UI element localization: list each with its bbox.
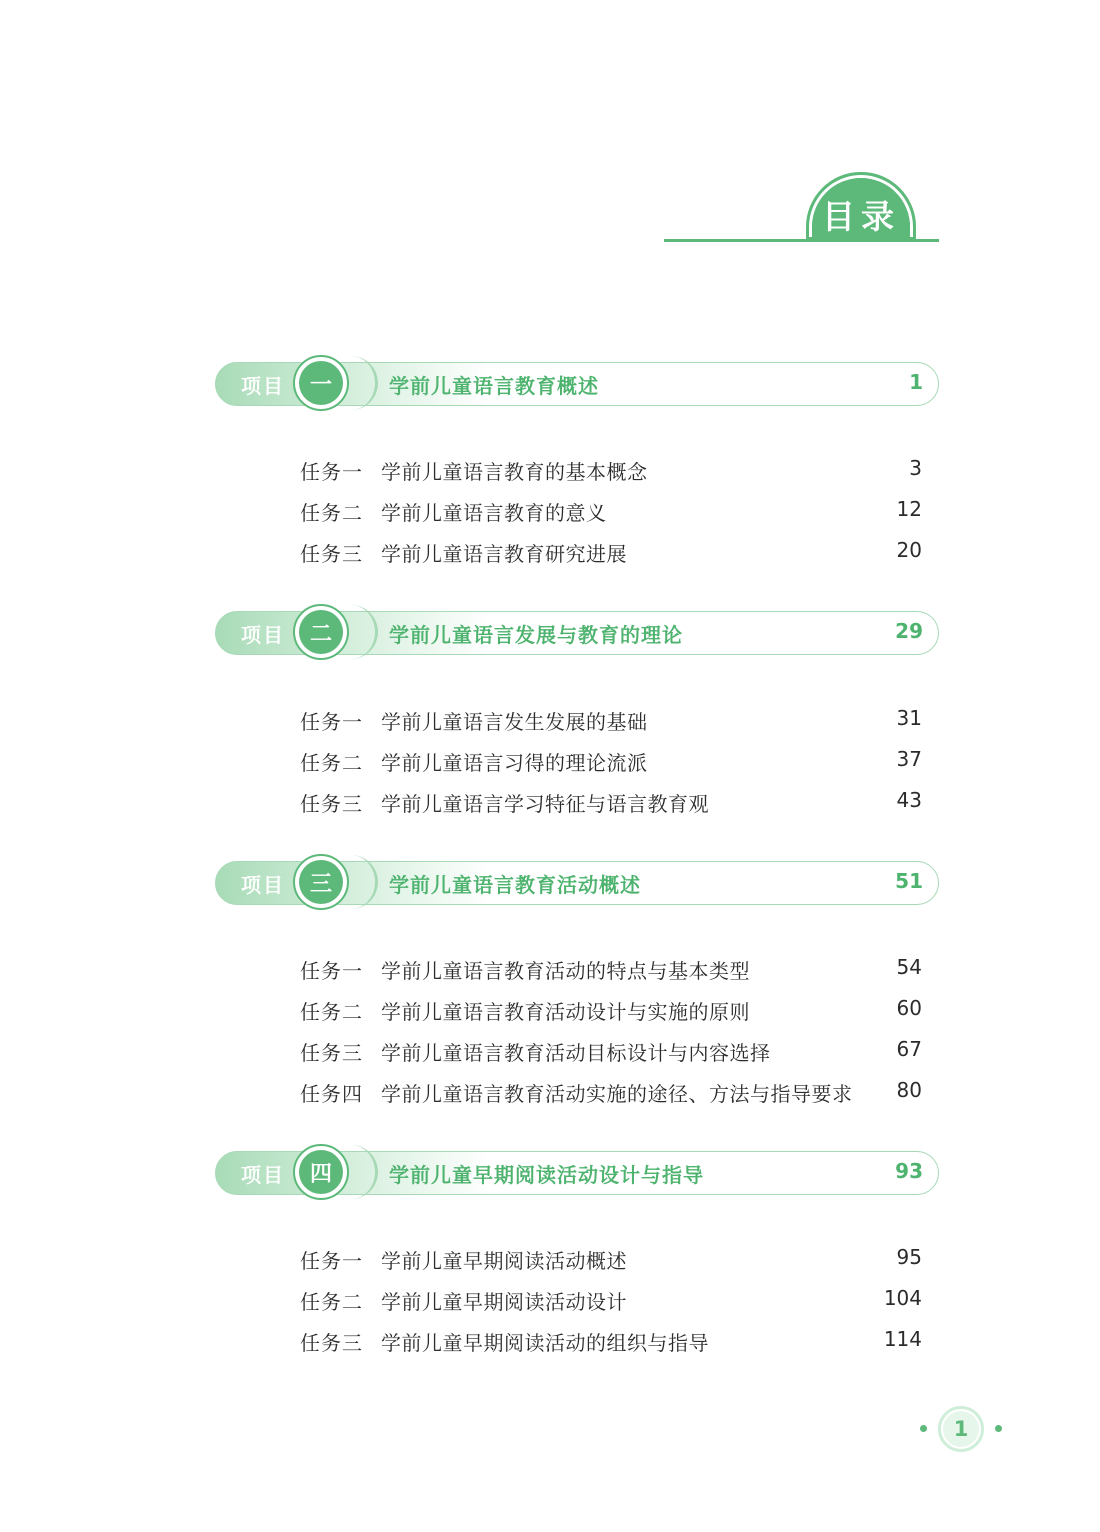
task-row[interactable] bbox=[300, 1286, 922, 1316]
task-label: 任务四 bbox=[300, 1082, 363, 1106]
task-page: 12 bbox=[896, 497, 922, 521]
project-header[interactable] bbox=[215, 1151, 939, 1197]
task-title: 学前儿童语言教育的基本概念 bbox=[381, 460, 648, 484]
task-title: 学前儿童语言教育活动设计与实施的原则 bbox=[381, 1000, 750, 1024]
task-row[interactable] bbox=[300, 497, 922, 527]
task-row[interactable] bbox=[300, 996, 922, 1026]
task-label: 任务一 bbox=[300, 959, 363, 983]
task-label: 任务三 bbox=[300, 542, 363, 566]
task-page: 60 bbox=[896, 996, 922, 1020]
task-row[interactable] bbox=[300, 456, 922, 486]
task-page: 31 bbox=[896, 706, 922, 730]
folio-dot-right bbox=[995, 1425, 1002, 1432]
task-title: 学前儿童早期阅读活动的组织与指导 bbox=[381, 1331, 709, 1355]
task-page: 114 bbox=[883, 1327, 922, 1351]
project-title: 学前儿童语言教育活动概述 bbox=[389, 873, 641, 897]
project-title: 学前儿童语言教育概述 bbox=[389, 374, 599, 398]
project-number: 四 bbox=[299, 1150, 343, 1194]
task-title: 学前儿童早期阅读活动设计 bbox=[381, 1290, 627, 1314]
task-row[interactable] bbox=[300, 538, 922, 568]
project-page: 1 bbox=[909, 370, 923, 394]
project-title: 学前儿童语言发展与教育的理论 bbox=[389, 623, 683, 647]
task-row[interactable] bbox=[300, 706, 922, 736]
task-label: 任务一 bbox=[300, 460, 363, 484]
task-title: 学前儿童语言教育活动的特点与基本类型 bbox=[381, 959, 750, 983]
task-title: 学前儿童语言发生发展的基础 bbox=[381, 710, 648, 734]
task-row[interactable] bbox=[300, 747, 922, 777]
task-page: 67 bbox=[896, 1037, 922, 1061]
task-label: 任务二 bbox=[300, 1000, 363, 1024]
task-page: 54 bbox=[896, 955, 922, 979]
task-title: 学前儿童语言习得的理论流派 bbox=[381, 751, 648, 775]
project-label: 项目 bbox=[241, 623, 285, 647]
task-title: 学前儿童早期阅读活动概述 bbox=[381, 1249, 627, 1273]
task-label: 任务三 bbox=[300, 1331, 363, 1355]
page-number: 1 bbox=[943, 1411, 979, 1447]
project-title: 学前儿童早期阅读活动设计与指导 bbox=[389, 1163, 704, 1187]
task-row[interactable] bbox=[300, 1037, 922, 1067]
task-row[interactable] bbox=[300, 955, 922, 985]
task-label: 任务三 bbox=[300, 1041, 363, 1065]
task-row[interactable] bbox=[300, 1078, 922, 1108]
task-title: 学前儿童语言教育活动实施的途径、方法与指导要求 bbox=[381, 1082, 853, 1106]
task-title: 学前儿童语言教育活动目标设计与内容选择 bbox=[381, 1041, 771, 1065]
project-number: 二 bbox=[299, 610, 343, 654]
task-page: 104 bbox=[883, 1286, 922, 1310]
folio-dot-left bbox=[920, 1425, 927, 1432]
task-page: 95 bbox=[896, 1245, 922, 1269]
toc-title: 目录 bbox=[812, 178, 910, 240]
toc-title-badge bbox=[806, 172, 916, 240]
project-header[interactable] bbox=[215, 611, 939, 657]
task-label: 任务二 bbox=[300, 1290, 363, 1314]
task-label: 任务一 bbox=[300, 710, 363, 734]
task-row[interactable] bbox=[300, 788, 922, 818]
task-title: 学前儿童语言教育研究进展 bbox=[381, 542, 627, 566]
project-number: 三 bbox=[299, 860, 343, 904]
task-page: 3 bbox=[909, 456, 922, 480]
task-label: 任务三 bbox=[300, 792, 363, 816]
task-label: 任务一 bbox=[300, 1249, 363, 1273]
project-page: 51 bbox=[895, 869, 923, 893]
task-row[interactable] bbox=[300, 1327, 922, 1357]
project-header[interactable] bbox=[215, 861, 939, 907]
task-label: 任务二 bbox=[300, 501, 363, 525]
task-label: 任务二 bbox=[300, 751, 363, 775]
task-page: 20 bbox=[896, 538, 922, 562]
project-page: 93 bbox=[895, 1159, 923, 1183]
task-page: 37 bbox=[896, 747, 922, 771]
project-number: 一 bbox=[299, 361, 343, 405]
task-title: 学前儿童语言学习特征与语言教育观 bbox=[381, 792, 709, 816]
project-label: 项目 bbox=[241, 1163, 285, 1187]
project-page: 29 bbox=[895, 619, 923, 643]
task-title: 学前儿童语言教育的意义 bbox=[381, 501, 607, 525]
project-label: 项目 bbox=[241, 873, 285, 897]
task-page: 43 bbox=[896, 788, 922, 812]
task-page: 80 bbox=[896, 1078, 922, 1102]
project-label: 项目 bbox=[241, 374, 285, 398]
project-header[interactable] bbox=[215, 362, 939, 408]
task-row[interactable] bbox=[300, 1245, 922, 1275]
